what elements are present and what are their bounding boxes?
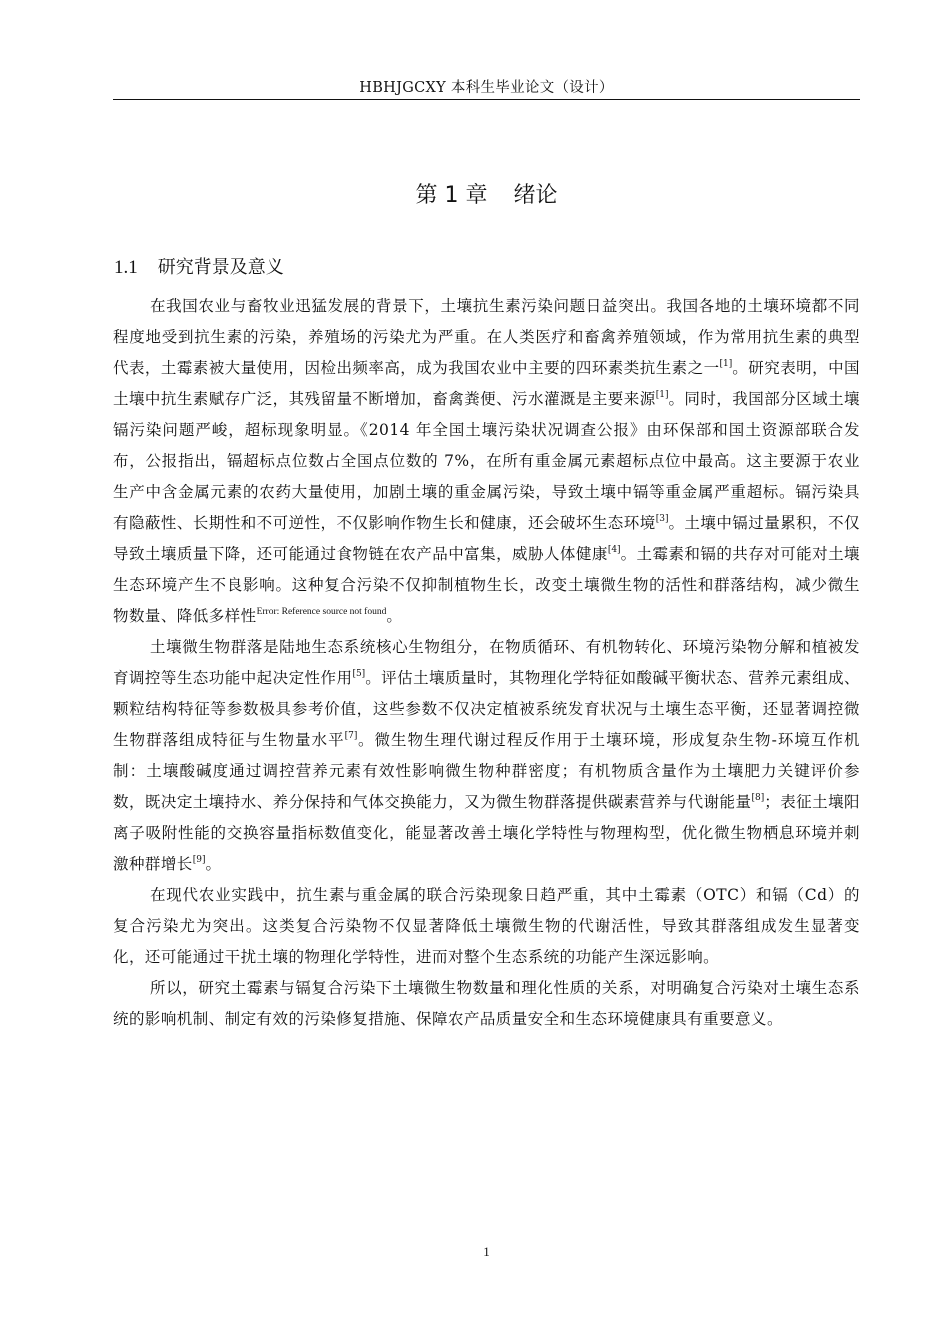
citation-ref: [4] — [607, 545, 621, 555]
text-run: 。土壤中镉过量累积，不仅导致土壤质量下降，还可能通过食物链在农产品中富集，威胁人体健康 — [113, 514, 860, 563]
citation-ref: [5] — [352, 669, 366, 679]
text-run: 。研究表明，中国土壤中抗生素赋存广泛，其残留量不断增加，畜禽粪便、污水灌溉是主要来源 — [113, 359, 860, 408]
citation-ref: [1] — [719, 359, 733, 369]
paragraph-3 — [113, 880, 860, 973]
page-number: 1 — [483, 1244, 490, 1259]
chapter-title — [113, 178, 860, 209]
text-run: 。评估土壤质量时，其物理化学特征如酸碱平衡状态、营养元素组成、颗粒结构特征等参数极具参考价值，这些参数不仅决定植被系统发育状况与土壤生态平衡，还显著调控微生物群落组成特征与生物量水平 — [113, 669, 860, 749]
citation-ref: [3] — [655, 514, 669, 524]
section-name: 研究背景及意义 — [157, 257, 284, 278]
citation-ref: Error: Reference source not found — [256, 607, 387, 617]
text-run: 。同时，我国部分区域土壤镉污染问题严峻，超标现象明显。《2014 年全国土壤污染状况调查公报》由环保部和国土资源部联合发布，公报指出，镉超标点位数占全国点位数的 7%，在所有重金属元素超标点位中最高。这主要源于农业生产中含金属元素的农药大量使用，加剧土壤的重金属污染，导致土壤中镉等重金属严重超标。镉污染具有隐蔽性、长期性和不可逆性，不仅影响作物生长和健康，还会破坏生态环境 — [113, 390, 860, 532]
header-rule — [113, 99, 860, 100]
text-run: 。微生物生理代谢过程反作用于土壤环境，形成复杂生物-环境互作机制：土壤酸碱度通过调控营养元素有效性影响微生物种群密度；有机物质含量作为土壤肥力关键评价参数，既决定土壤持水、养分保持和气体交换能力，又为微生物群落提供碳素营养与代谢能量 — [113, 731, 860, 811]
chapter-name: 绪论 — [513, 183, 558, 208]
text-run: 。土霉素和镉的共存对可能对土壤生态环境产生不良影响。这种复合污染不仅抑制植物生长，改变土壤微生物的活性和群落结构，减少微生物数量、降低多样性 — [113, 545, 860, 625]
section-number: 1.1 — [114, 257, 138, 278]
body-text — [113, 291, 860, 1035]
citation-ref: [7] — [344, 731, 358, 741]
chapter-number: 第 1 章 — [415, 183, 488, 208]
text-run: 在我国农业与畜牧业迅猛发展的背景下，土壤抗生素污染问题日益突出。我国各地的土壤环境都不同程度地受到抗生素的污染，养殖场的污染尤为严重。在人类医疗和畜禽养殖领域，作为常用抗生素的典型代表，土霉素被大量使用，因检出频率高，成为我国农业中主要的四环素类抗生素之一 — [113, 297, 860, 377]
citation-ref: [8] — [751, 793, 765, 803]
citation-ref: [9] — [192, 855, 206, 865]
running-header: HBHJGCXY 本科生毕业论文（设计） — [359, 80, 614, 96]
text-run: 所以，研究土霉素与镉复合污染下土壤微生物数量和理化性质的关系，对明确复合污染对土壤生态系统的影响机制、制定有效的污染修复措施、保障农产品质量安全和生态环境健康具有重要意义。 — [113, 979, 860, 1028]
text-run: 土壤微生物群落是陆地生态系统核心生物组分，在物质循环、有机物转化、环境污染物分解和植被发育调控等生态功能中起决定性作用 — [113, 638, 860, 687]
paragraph-2 — [113, 632, 860, 880]
paragraph-4 — [113, 973, 860, 1035]
paragraph-1 — [113, 291, 860, 632]
text-run: 。 — [386, 607, 403, 625]
section-heading — [114, 253, 284, 279]
text-run: 。 — [205, 855, 222, 873]
text-run: ；表征土壤阳离子吸附性能的交换容量指标数值变化，能显著改善土壤化学特性与物理构型，优化微生物栖息环境并刺激种群增长 — [113, 793, 860, 873]
text-run: 在现代农业实践中，抗生素与重金属的联合污染现象日趋严重，其中土霉素（OTC）和镉（Cd）的复合污染尤为突出。这类复合污染物不仅显著降低土壤微生物的代谢活性，导致其群落组成发生显著变化，还可能通过干扰土壤的物理化学特性，进而对整个生态系统的功能产生深远影响。 — [113, 886, 860, 966]
citation-ref: [1] — [655, 390, 669, 400]
